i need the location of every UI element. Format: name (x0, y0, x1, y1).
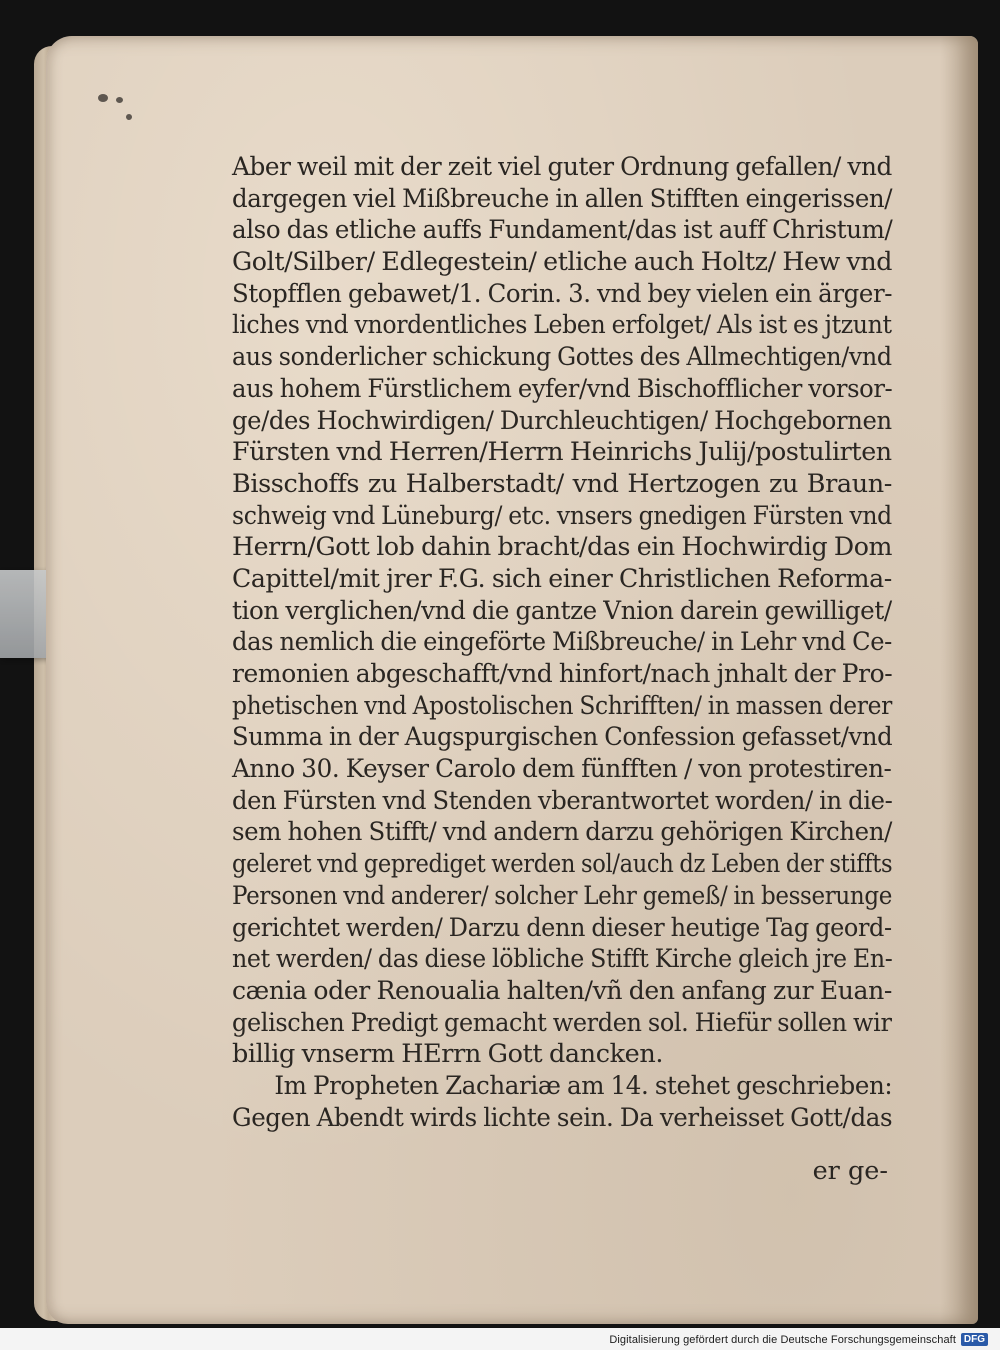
catchword: er ge- (812, 1156, 888, 1186)
text-line: dargegen viel Mißbreuche in allen Stifften eingerissen/ (232, 183, 893, 214)
text-line: remonien abgeschafft/vnd hinfort/nach jnhalt der Pro- (232, 659, 893, 689)
text-line: geleret vnd geprediget werden sol/auch dz Leben der stiffts (232, 849, 893, 880)
text-line: billig vnserm HErrn Gott dancken. (232, 1039, 664, 1070)
text-line: Im Propheten Zachariæ am 14. stehet geschrieben: (274, 1070, 893, 1101)
text-line: tion verglichen/vnd die gantze Vnion darein gewilliget/ (232, 595, 892, 626)
text-line: Fürsten vnd Herren/Herrn Heinrichs Julij/postulirten (232, 437, 892, 468)
text-line: net werden/ das diese löbliche Stifft Kirche gleich jre En- (232, 944, 893, 975)
ink-smudge (98, 94, 108, 102)
dfg-logo-icon: DFG (961, 1333, 988, 1346)
text-line: Anno 30. Keyser Carolo dem fünfften / von protestiren- (232, 754, 892, 785)
text-line: Aber weil mit der zeit viel guter Ordnung gefallen/ vnd (232, 152, 892, 182)
text-line: den Fürsten vnd Stenden vberantwortet worden/ in die- (232, 785, 893, 816)
text-line: aus hohem Fürstlichem eyfer/vnd Bischofflicher vorsor- (232, 373, 893, 404)
ink-smudge (116, 97, 123, 103)
ink-smudge (126, 114, 132, 120)
text-line: Golt/Silber/ Edlegestein/ etliche auch Holtz/ Hew vnd (232, 247, 893, 278)
footer-credit: Digitalisierung gefördert durch die Deutsche Forschungsgemeinschaft (609, 1334, 956, 1346)
text-line: phetischen vnd Apostolischen Schrifften/ in massen derer (232, 690, 892, 721)
text-line: aus sonderlicher schickung Gottes des Allmechtigen/vnd (232, 342, 892, 373)
text-line: Herrn/Gott lob dahin bracht/das ein Hochwirdig Dom (232, 532, 893, 563)
text-line: liches vnd vnordentliches Leben erfolget/ Als ist es jtzunt (232, 310, 892, 341)
text-line: Stopfflen gebawet/1. Corin. 3. vnd bey vielen ein ärger- (232, 278, 893, 309)
text-line: gerichtet werden/ Darzu denn dieser heutige Tag geord- (232, 912, 892, 943)
body-text (232, 152, 892, 1134)
text-line: ge/des Hochwirdigen/ Durchleuchtigen/ Hochgebornen (232, 405, 892, 436)
footer-bar (0, 1328, 1000, 1350)
text-line: schweig vnd Lüneburg/ etc. vnsers gnedigen Fürsten vnd (232, 500, 892, 531)
text-line: gelischen Predigt gemacht werden sol. Hiefür sollen wir (232, 1007, 892, 1038)
text-line: also das etliche auffs Fundament/das ist auff Christum/ (232, 215, 893, 246)
text-line: Personen vnd anderer/ solcher Lehr gemeß/ in besserunge (232, 880, 893, 911)
text-line: sem hohen Stifft/ vnd andern darzu gehörigen Kirchen/ (232, 817, 892, 848)
text-line: Bisschoffs zu Halberstadt/ vnd Hertzogen zu Braun- (232, 468, 892, 499)
text-line: cænia oder Renoualia halten/vñ den anfang zur Euan- (232, 975, 892, 1006)
page-gutter-shadow (940, 36, 978, 1324)
text-line: Gegen Abendt wirds lichte sein. Da verheisset Gott/das (232, 1102, 893, 1133)
text-line: Summa in der Augspurgischen Confession gefasset/vnd (232, 722, 893, 753)
text-line: das nemlich die eingeförte Mißbreuche/ in Lehr vnd Ce- (232, 627, 892, 658)
text-line: Capittel/mit jrer F.G. sich einer Christlichen Reforma- (232, 563, 892, 594)
